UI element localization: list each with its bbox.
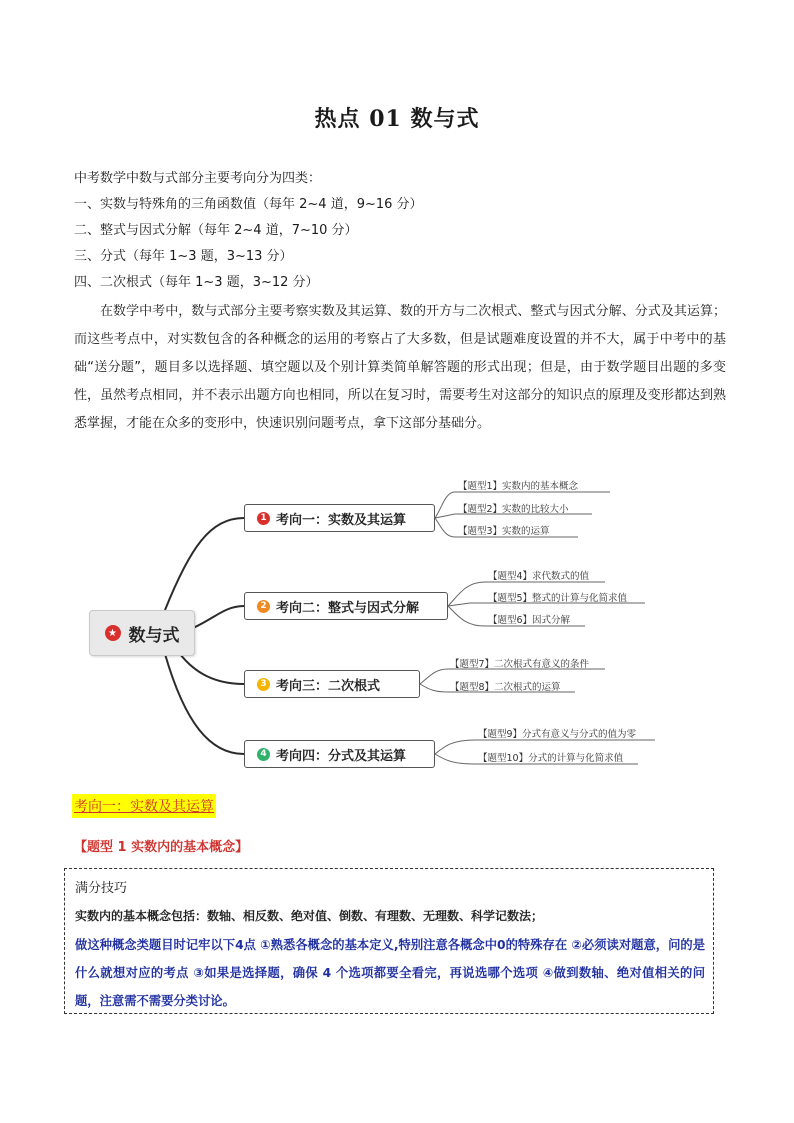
intro-block	[74, 166, 734, 296]
mind-map-root-label: 数与式	[128, 625, 180, 646]
branch-label: 考向四：分式及其运算	[276, 748, 407, 764]
mind-map-leaf: 【题型9】分式有意义与分式的值为零	[478, 729, 637, 740]
mind-map-leaf: 【题型10】分式的计算与化简求值	[478, 753, 624, 764]
mind-map-leaf: 【题型4】求代数式的值	[488, 571, 590, 582]
connector-branch-4	[165, 654, 244, 754]
connector-branch-3	[180, 654, 244, 684]
type-heading: 【题型 1 实数内的基本概念】	[74, 840, 249, 855]
number-badge-icon: 1	[257, 512, 270, 525]
branch-label: 考向三：二次根式	[276, 678, 381, 694]
mind-map-leaf: 【题型8】二次根式的运算	[450, 682, 561, 693]
intro-item: 二、整式与因式分解（每年 2~4 道，7~10 分）	[74, 223, 358, 238]
branch-label: 考向二：整式与因式分解	[276, 600, 420, 616]
tip-line-1: 实数内的基本概念包括：数轴、相反数、绝对值、倒数、有理数、无理数、科学记数法；	[75, 909, 544, 923]
section-heading: 考向一：实数及其运算	[72, 794, 216, 818]
mind-map-leaf: 【题型1】实数内的基本概念	[458, 481, 579, 492]
mind-map-branch-1	[244, 504, 435, 532]
mind-map-leaf: 【题型5】整式的计算与化简求值	[488, 593, 628, 604]
tip-line-2: 做这种概念类题目时记牢以下4点 ①熟悉各概念的基本定义,特别注意各概念中0的特殊存在 ②必须读对题意，问的是什么就想对应的考点 ③如果是选择题，确保 4 个选项都要全看完，再说选哪个选项 ④做到数轴、绝对值相关的问题，注意需不需要分类讨论。	[75, 938, 705, 1008]
mind-map-branch-2	[244, 592, 448, 620]
mind-map-leaf: 【题型7】二次根式有意义的条件	[450, 659, 590, 670]
connector-branch-1	[165, 518, 244, 610]
intro-paragraph: 在数学中考中，数与式部分主要考察实数及其运算、数的开方与二次根式、整式与因式分解、分式及其运算；而这些考点中，对实数包含的各种概念的运用的考察占了大多数，但是试题难度设置的并不大，属于中考中的基础“送分题”，题目多以选择题、填空题以及个别计算类简单解答题的形式出现；但是，由于数学题目出题的多变性，虽然考点相同，并不表示出题方向也相同，所以在复习时，需要考生对这部分的知识点的原理及变形都达到熟悉掌握，才能在众多的变形中，快速识别问题考点，拿下这部分基础分。	[74, 304, 726, 431]
branch-label: 考向一：实数及其运算	[276, 512, 407, 528]
intro-item: 三、分式（每年 1~3 题，3~13 分）	[74, 249, 293, 264]
intro-item: 一、实数与特殊角的三角函数值（每年 2~4 道，9~16 分）	[74, 197, 423, 212]
mind-map-branch-4	[244, 740, 435, 768]
mind-map	[80, 468, 680, 778]
intro-lead: 中考数学中数与式部分主要考向分为四类：	[74, 171, 322, 186]
tip-box	[64, 868, 714, 1014]
number-badge-icon: 3	[257, 678, 270, 691]
page-title: 热点 01 数与式	[314, 106, 480, 132]
number-badge-icon: 2	[257, 600, 270, 613]
number-badge-icon: 4	[257, 748, 270, 761]
mind-map-root	[89, 610, 195, 656]
mind-map-leaf: 【题型3】实数的运算	[458, 526, 550, 537]
connector-branch-2	[193, 606, 244, 628]
mind-map-leaf: 【题型6】因式分解	[488, 615, 571, 626]
intro-item: 四、二次根式（每年 1~3 题，3~12 分）	[74, 275, 319, 290]
mind-map-leaf: 【题型2】实数的比较大小	[458, 504, 569, 515]
star-icon: ★	[105, 625, 121, 641]
tip-title: 满分技巧	[75, 881, 128, 896]
mind-map-branch-3	[244, 670, 420, 698]
